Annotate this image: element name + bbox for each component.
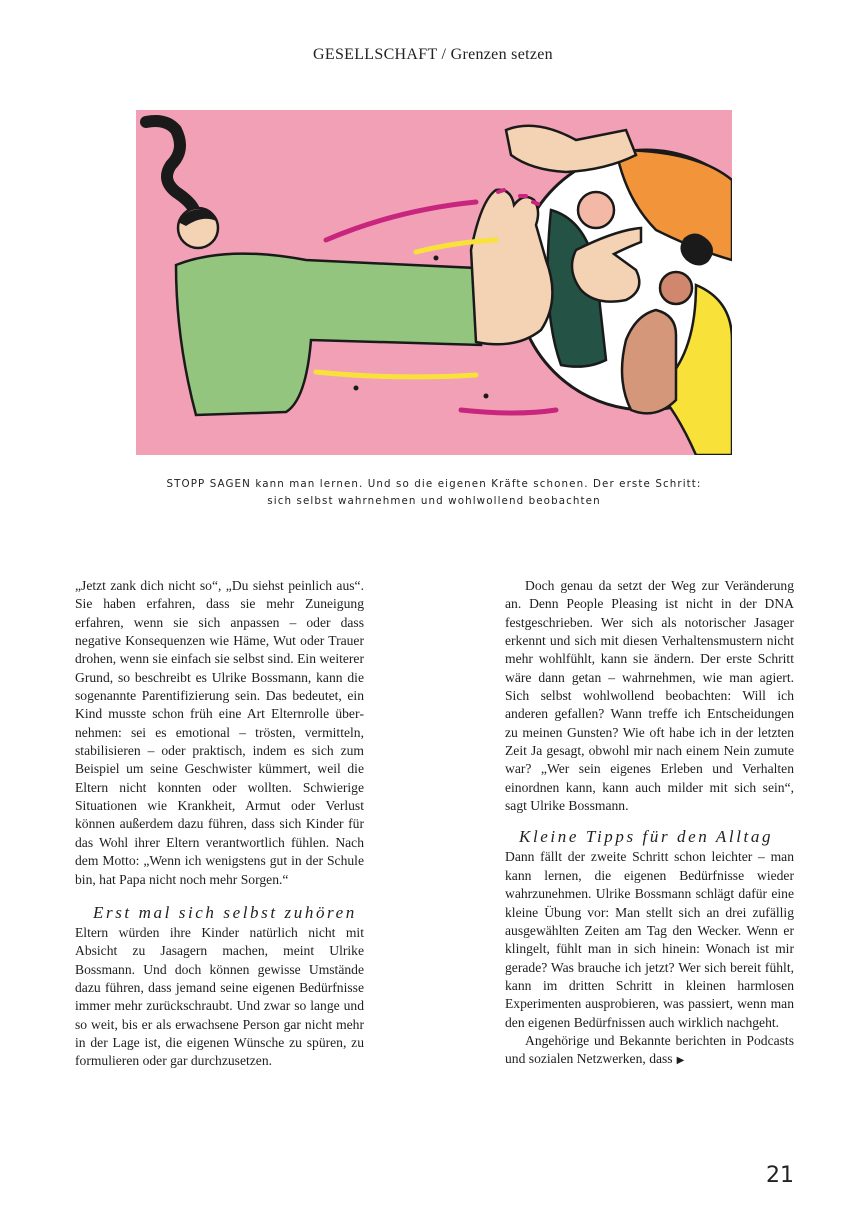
left-paragraph-1: „Jetzt zank dich nicht so“, „Du siehst peinlich aus“. Sie haben erfahren, dass sie mehr Zuneigung erfahren, wenn sie sich anpassen – oder dass negative Konsequenzen wie Häme, Wut oder Trauer drohen, wenn sie einfach sie selbst sind. Ein weiterer Grund, so beschreibt es Ulrike Bossmann, kann die sogenannte Parentifizierung sein. Das bedeutet, ein Kind musste schon früh eine Art Elternrolle übernehmen: sei es emotional – trösten, vermitteln, stabilisieren – oder praktisch, indem es sich zum Beispiel um seine Geschwister kümmert, weil die Eltern nicht konnten oder wollten. Schwierige Situationen wie Krankheit, Armut oder Verlust können außerdem dazu führen, dass sich Kinder für das Wohl ihrer Eltern verantwortlich fühlen. Nach dem Motto: „Wenn ich wenigstens gut in der Schule bin, hat Papa nicht noch mehr Sorgen.“ (75, 578, 364, 887)
small-head-1 (578, 192, 614, 228)
illustration-stop-hand (136, 110, 732, 455)
small-head-2 (660, 272, 692, 304)
right-paragraph-3 (505, 1032, 794, 1071)
running-header: GESELLSCHAFT / Grenzen setzen (313, 46, 553, 63)
subheading-kleine-tipps: Kleine Tipps für den Alltag (519, 827, 774, 847)
page-number: 21 (766, 1163, 794, 1188)
text-column-right (505, 577, 794, 1071)
subheading-erst-mal: Erst mal sich selbst zuhören (93, 902, 357, 922)
caption-line-1: STOPP SAGEN kann man lernen. Und so die eigenen Kräfte schonen. Der erste Schritt: (166, 478, 702, 490)
illustration-svg (136, 110, 732, 455)
continue-arrow-icon: ▶ (676, 1055, 685, 1067)
image-caption (150, 476, 718, 510)
right-paragraph-3-text: Angehörige und Bekannte berichten in Podcasts und sozialen Netzwerken, dass (505, 1032, 794, 1067)
right-paragraph-2: Dann fällt der zweite Schritt schon leichter – man kann lernen, die eigenen Bedürfnisse wieder wahrzunehmen. Ulrike Bossmann schlägt dafür eine kleine Übung vor: Man stellt sich an drei zufällig ausgewählten Zeiten am Tag den Wecker. Wenn er klingelt, fühlt man in sich hinein: Wonach ist mir gerade? Was brauche ich jetzt? Wer sich bereit fühlt, kann im dritten Schritt in kleinen harmlosen Experimenten ausprobieren, was passiert, wenn man den eigenen Bedürfnissen auch wirklich nachgeht. (505, 849, 794, 1030)
left-paragraph-2: Eltern würden ihre Kinder natürlich nicht mit Absicht zu Jasagern machen, meint Ulrike Bossmann. Und doch können gewisse Umstände dazu führen, dass jemand seine eigenen Bedürfnisse immer mehr zurückschraubt. Und zwar so lange und so weit, bis er als erwachsene Person gar nicht mehr in der Lage ist, die eigenen Wünsche zu spüren, zu formulieren oder gar durchzusetzen. (75, 924, 364, 1069)
motion-dot-1 (434, 256, 439, 261)
caption-line-2: sich selbst wahrnehmen und wohlwollend beobachten (267, 495, 601, 507)
right-paragraph-1: Doch genau da setzt der Weg zur Veränderung an. Denn People Pleasing ist nicht in der DNA festgeschrieben. Wer sich als notorischer Jasager erkennt und sich mit diesen Verhaltensmustern nicht mehr wohlfühlt, kann sie ändern. Der erste Schritt wäre dann getan – wahrnehmen, wie man agiert. Sich selbst wohlwollend beobachten: Will ich anderen gefallen? Wann treffe ich Entscheidungen zu meinen Gunsten? Wie oft habe ich in der letzten Zeit Ja gesagt, obwohl mir nach einem Nein zumute war? „Wer sein eigenes Erleben und Verhalten einordnen kann, kann auch milder mit sich sein“, sagt Ulrike Bossmann. (505, 578, 794, 814)
text-column-left (75, 577, 364, 1071)
motion-dot-2 (354, 386, 359, 391)
motion-dot-3 (484, 394, 489, 399)
